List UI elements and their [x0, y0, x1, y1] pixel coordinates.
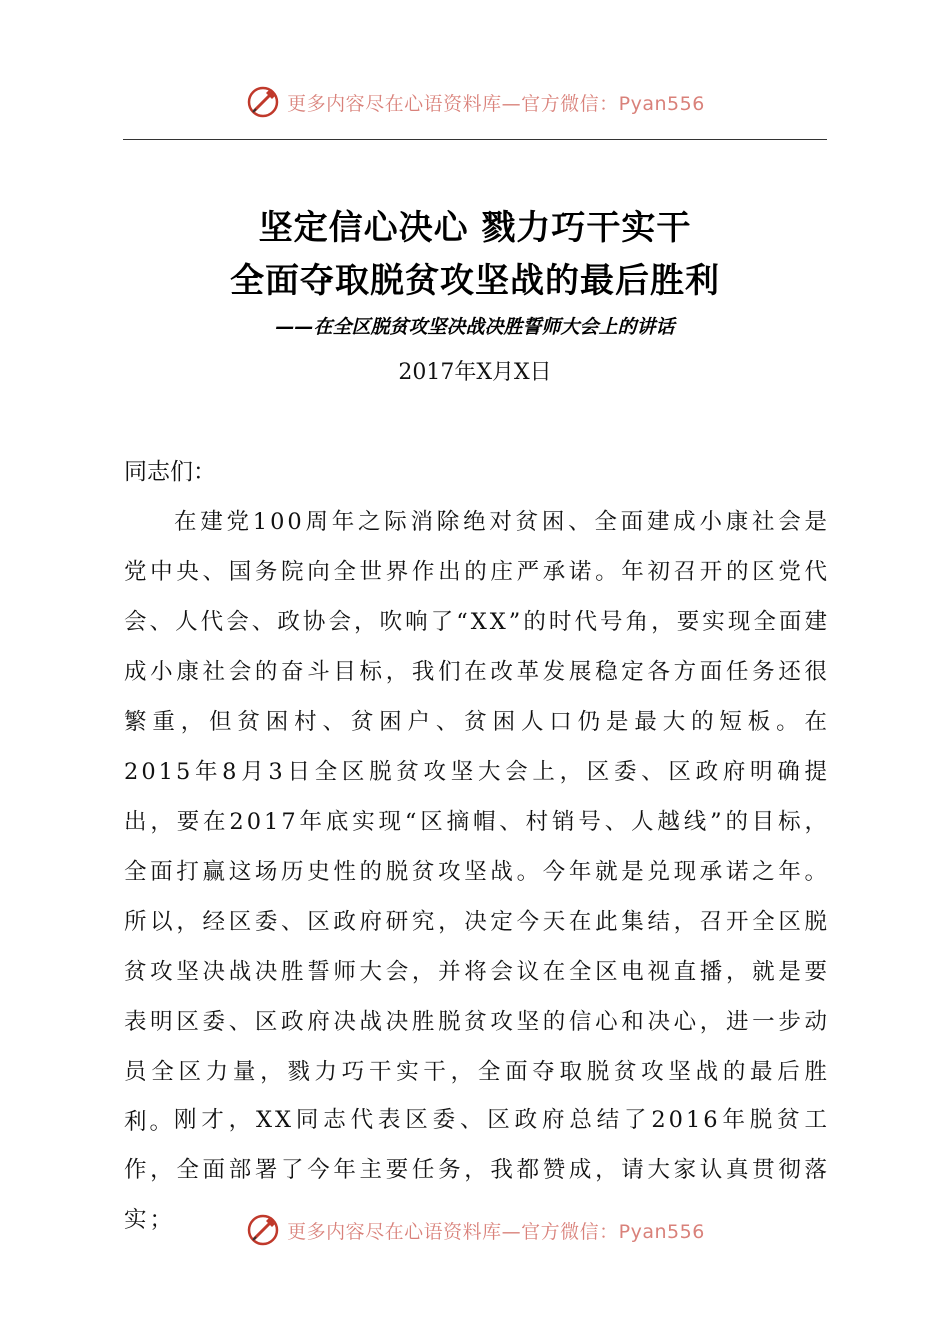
paragraph-1: 在建党100周年之际消除绝对贫困、全面建成小康社会是党中央、国务院向全世界作出的庄严承诺。年初召开的区党代会、人代会、政协会，吹响了“XX”的时代号角，要实现全面建成小康社会的奋斗目标，我们在改革发展稳定各方面任务还很繁重，但贫困村、贫困户、贫困人口仍是最大的短板。在2015年8月3日全区脱贫攻坚大会上，区委、区政府明确提出，要在2017年底实现“区摘帽、村销号、人越线”的目标，全面打赢这场历史性的脱贫攻坚战。今年就是兑现承诺之年。所以，经区委、区政府研究，决定今天在此集结，召开全区脱贫攻坚决战决胜誓师大会，并将会议在全区电视直播，就是要表明区委、区政府决战决胜脱贫攻坚的信心和决心，进一步动员全区力量，戮力巧干实干，全面夺取脱贫攻坚战的最后胜利。 [124, 509, 830, 1135]
header-banner-text: 更多内容尽在心语资料库—官方微信：Pyan556 [287, 92, 705, 115]
subtitle: ——在全区脱贫攻坚决战决胜誓师大会上的讲话 [275, 316, 675, 338]
header-divider [123, 139, 827, 140]
footer-banner [0, 1208, 950, 1252]
pen-logo-icon [245, 84, 281, 120]
paragraph-2: 刚才，XX同志代表区委、区政府总结了2016年脱贫工作，全面部署了今年主要任务，我都赞成，请大家认真贯彻落实； [124, 1107, 830, 1233]
header-banner [0, 80, 950, 124]
salutation: 同志们： [124, 459, 216, 485]
pen-logo-icon [245, 1212, 281, 1248]
title-line-1: 坚定信心决心 戮力巧干实干 [258, 208, 692, 248]
footer-banner-text: 更多内容尽在心语资料库—官方微信：Pyan556 [287, 1220, 705, 1243]
speech-date: 2017年X月X日 [398, 360, 552, 385]
title-line-2: 全面夺取脱贫攻坚战的最后胜利 [230, 261, 720, 301]
